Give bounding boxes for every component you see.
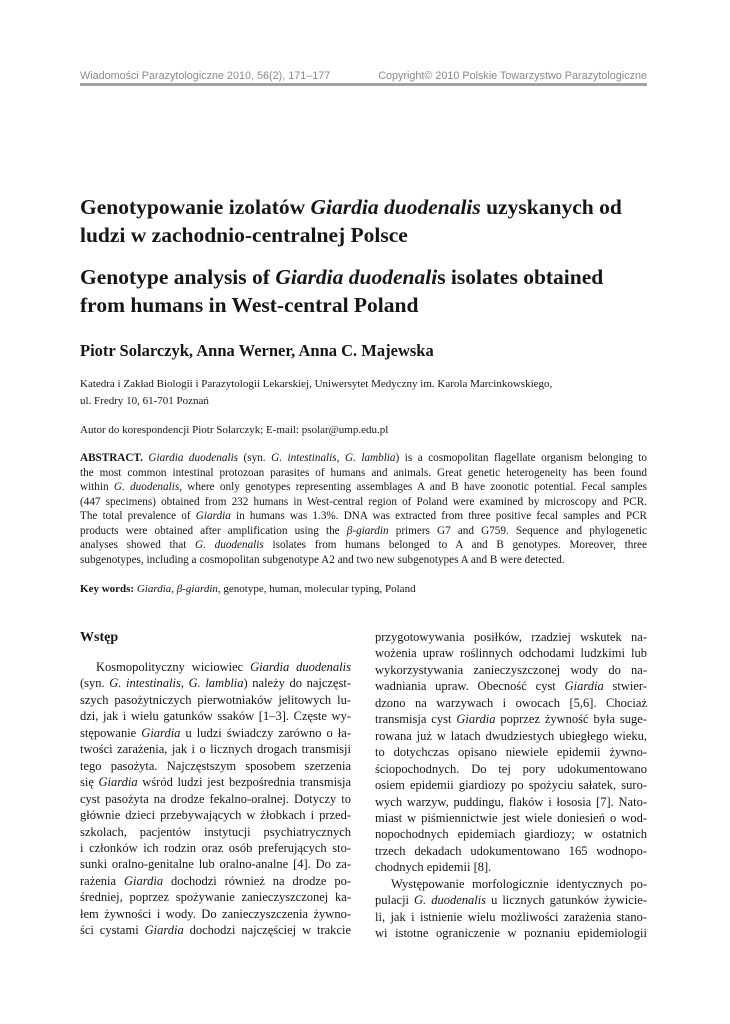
- body-line: [375, 744, 647, 760]
- italic-term: G. duodenalis: [195, 539, 264, 552]
- text-run: głównie dzieci przebywających w żłobkach i przed-: [80, 808, 351, 823]
- italic-term: Giardia duodenali: [275, 265, 438, 289]
- text-run: li, jak i istnienie wielu możliwości zarażenia stano-: [375, 909, 647, 924]
- text-run: to dotychczas opisano niewiele epidemii żywno-: [375, 745, 647, 760]
- italic-term: Giardia: [144, 923, 184, 938]
- text-run: trzech dekadach udokumentowano 165 wodnopo-: [375, 843, 647, 858]
- body-line: [80, 692, 351, 708]
- body-line: [80, 922, 351, 938]
- body-line: [375, 711, 647, 727]
- title-english: [80, 264, 647, 319]
- text-run: stępowanie: [80, 725, 142, 740]
- title-polish: [80, 193, 647, 249]
- running-header: [80, 68, 647, 84]
- body-line: [80, 824, 351, 840]
- text-run: ul. Fredry 10, 61-701 Poznań: [80, 395, 209, 407]
- text-run: the most common intestinal protozoan parasites of humans and animals. Great genetic heterogeneity has been found: [80, 466, 647, 479]
- italic-term: G. lamblia: [344, 452, 396, 464]
- text-run: within: [80, 481, 114, 494]
- text-run: dochodzi również na drodze po-: [163, 873, 351, 888]
- body-line: [375, 678, 647, 694]
- body-line: [375, 629, 647, 645]
- body-line: [80, 840, 351, 856]
- italic-term: G. duodenalis: [113, 481, 180, 494]
- text-run: szkolach, pacjentów instytucji psychiatrycznych: [80, 824, 351, 839]
- text-run: ści cystami: [80, 923, 145, 938]
- body-line: [80, 873, 351, 889]
- text-run: isolates from humans belonged to A and B genotypes. Moreover, three: [263, 539, 647, 552]
- bold-label: Key words:: [80, 583, 135, 595]
- text-run: Występowanie morfologicznie identycznych po-: [391, 876, 647, 891]
- text-run: miast w piśmiennictwie jest wiele doniesień o wod-: [375, 810, 647, 825]
- text-run: ściopochodnych. Do tej pory udokumentowano: [375, 761, 647, 776]
- body-line: [375, 810, 647, 826]
- body-line: [375, 777, 647, 793]
- body-line: [375, 761, 647, 777]
- body-line: [375, 876, 647, 892]
- keywords-line: [80, 581, 647, 597]
- body-line: [375, 645, 647, 661]
- italic-term: Giardia: [456, 712, 496, 727]
- text-run: ) należy do najczęst-: [243, 676, 351, 691]
- text-run: wykorzystywania zanieczyszczonej wody do na-: [375, 662, 647, 677]
- abstract-line: [80, 509, 647, 524]
- text-run: from humans in West-central Poland: [80, 292, 419, 317]
- text-run: dochodzi najczęściej w trakcie: [183, 923, 351, 938]
- affiliation-line: [80, 393, 647, 410]
- title-line: [80, 264, 647, 292]
- text-run: wi istotne ograniczenie w poznaniu epidemiologii: [375, 926, 647, 941]
- body-line: [375, 892, 647, 908]
- header-rule: [80, 83, 647, 86]
- text-run: , genotype, human, molecular typing, Poland: [217, 583, 416, 595]
- text-run: łem żywności i wody. Do zanieczyszczenia żywno-: [80, 906, 351, 921]
- title-line: [80, 221, 647, 249]
- body-line: [80, 889, 351, 905]
- text-run: dzi, jak i wielu gatunków ssaków [1–3]. Częste wy-: [80, 709, 351, 724]
- text-run: s isolates obtained: [437, 265, 604, 289]
- section-heading: Wstęp: [80, 630, 119, 645]
- italic-term: Giardia: [564, 679, 604, 694]
- italic-term: G. intestinalis: [109, 676, 181, 691]
- text-run: cyst pasożyta na drodze fekalno-oralnej. Dotyczy to: [80, 791, 351, 806]
- body-line: [375, 925, 647, 941]
- italic-term: Giardia: [141, 725, 181, 740]
- text-run: i członków ich rodzin oraz osób preferujących sto-: [80, 840, 351, 855]
- text-run: się: [80, 775, 99, 790]
- text-run: ludzi w zachodnio-centralnej Polsce: [80, 223, 408, 247]
- text-run: wadniania upraw. Obecność cyst: [375, 679, 565, 694]
- italic-term: β-giardin: [176, 583, 218, 595]
- italic-term: Giardia duodenalis: [310, 195, 481, 219]
- text-run: ,: [336, 452, 345, 464]
- italic-term: Giardia: [98, 775, 138, 790]
- body-line: [80, 774, 351, 790]
- body-line: [80, 856, 351, 872]
- text-run: wśród ludzi jest bezpośrednia transmisja: [137, 775, 351, 790]
- text-run: twości zarażenia, jak i o licznych drogach transmisji: [80, 742, 351, 757]
- body-line: [375, 695, 647, 711]
- text-run: osiem epidemii giardiozy po spożyciu sałatek, suro-: [375, 778, 647, 793]
- italic-term: Giardia: [195, 510, 231, 523]
- text-run: in humans was 1.3%. DNA was extracted from three positive fecal samples and PCR: [230, 510, 647, 523]
- affiliation: [80, 376, 647, 410]
- italic-term: β-giardin: [346, 524, 389, 537]
- bold-label: ABSTRACT.: [80, 452, 143, 464]
- title-line: [80, 292, 647, 320]
- body-line: [375, 728, 647, 744]
- abstract: [80, 451, 647, 568]
- italic-term: Giardia: [136, 583, 172, 595]
- text-run: subgenotypes, including a cosmopolitan subgenotype A2 and two new subgenotypes A and B were detected.: [80, 553, 565, 566]
- abstract-line: [80, 495, 647, 510]
- body-line: [80, 906, 351, 922]
- paragraph: [375, 876, 647, 942]
- text-run: tego pasożyta. Najczęstszym sposobem szerzenia: [80, 758, 351, 773]
- authors: Piotr Solarczyk, Anna Werner, Anna C. Majewska: [80, 341, 434, 360]
- copyright-notice: Copyright© 2010 Polskie Towarzystwo Parazytologiczne: [378, 70, 647, 82]
- italic-term: Giardia: [123, 873, 164, 888]
- text-run: wych warzyw, puddingu, flaków i łososia [7]. Nato-: [375, 794, 647, 809]
- abstract-line: [80, 553, 647, 568]
- text-run: średniej, poprzez spożywanie zanieczyszczonej ka-: [80, 890, 351, 905]
- body-line: [80, 791, 351, 807]
- text-run: transmisja cyst: [375, 712, 457, 727]
- text-run: nopochodnych epidemiach giardiozy; w ostatnich: [375, 827, 647, 842]
- body-line: [375, 909, 647, 925]
- text-run: Kosmopolityczny wiciowiec: [96, 660, 251, 674]
- body-line: [375, 843, 647, 859]
- text-run: stwier-: [603, 679, 647, 694]
- abstract-line: [80, 524, 647, 539]
- text-run: szych pasożytniczych pierwotniaków jelitowych lu-: [80, 692, 351, 707]
- abstract-line: [80, 466, 647, 481]
- italic-term: G. duodenalis: [414, 893, 487, 908]
- text-run: poprzez żywność była suge-: [495, 712, 647, 727]
- text-run: , where only genotypes representing assemblages A and B have zoonotic potential. Fecal samples: [179, 481, 648, 494]
- italic-term: G. intestinalis: [271, 452, 337, 464]
- italic-term: Giardia duodenalis: [250, 660, 351, 674]
- text-run: Katedra i Zakład Biologii i Parazytologii Lekarskiej, Uniwersytet Medyczny im. Karola Marcinkowskiego,: [80, 378, 553, 390]
- abstract-line: [80, 451, 647, 466]
- body-line: [375, 826, 647, 842]
- text-run: wożenia upraw roślinnych odchodami ludzkimi lub: [375, 646, 647, 661]
- correspondence: Autor do korespondencji Piotr Solarczyk; E-mail: psolar@ump.edu.pl: [80, 424, 389, 436]
- body-line: [375, 794, 647, 810]
- text-run: ,: [171, 583, 177, 595]
- body-line: [80, 807, 351, 823]
- body-line: [80, 725, 351, 741]
- italic-term: G. lamblia: [188, 676, 244, 691]
- text-run: u ludzi świadczy zarówno o ła-: [180, 725, 351, 740]
- text-run: uzyskanych od: [480, 195, 622, 219]
- text-run: The total prevalence of: [80, 510, 196, 523]
- paragraph: [375, 629, 647, 876]
- body-line: [375, 859, 647, 875]
- body-line: [80, 758, 351, 774]
- body-line: [80, 708, 351, 724]
- text-run: Genotypowanie izolatów: [80, 195, 311, 219]
- affiliation-line: [80, 376, 647, 393]
- title-line: [80, 193, 647, 221]
- body-line: [375, 662, 647, 678]
- text-run: ,: [180, 676, 189, 691]
- text-run: (syn.: [238, 452, 272, 464]
- text-run: analyses showed that: [80, 539, 196, 552]
- text-run: (447 specimens) obtained from 232 humans in West-central region of Poland were examined by microscopy and PCR.: [80, 495, 647, 508]
- text-run: sunki oralno-genitalne lub oralno-analne [4]. Do za-: [80, 857, 351, 872]
- italic-term: Giardia duodenalis: [148, 452, 239, 464]
- text-run: products were obtained after amplification using the: [80, 524, 347, 537]
- body-line: [80, 741, 351, 757]
- text-run: rowana już w latach dwudziestych ubiegłego wieku,: [375, 728, 647, 743]
- abstract-line: [80, 538, 647, 553]
- paragraph: [80, 659, 351, 939]
- column-right: [375, 629, 647, 942]
- body-line: [80, 675, 351, 691]
- text-run: pulacji: [375, 893, 415, 908]
- text-run: przygotowywania posiłków, rzadziej wskutek na-: [375, 630, 647, 644]
- text-run: primers G7 and G759. Sequence and phylogenetic: [388, 524, 647, 537]
- text-run: ) is a cosmopolitan flagellate organism belonging to: [395, 452, 648, 464]
- journal-citation: Wiadomości Parazytologiczne 2010, 56(2), 171–177: [80, 70, 331, 82]
- text-run: rażenia: [80, 873, 124, 888]
- text-run: chodnych epidemii [8].: [375, 860, 492, 875]
- body-line: [80, 659, 351, 675]
- text-run: dzono na warzywach i owocach [5,6]. Chociaż: [375, 695, 647, 710]
- keywords: [80, 581, 647, 597]
- text-run: (syn.: [80, 676, 110, 691]
- column-left: [80, 629, 351, 939]
- abstract-line: [80, 480, 647, 495]
- text-run: Genotype analysis of: [80, 265, 276, 289]
- text-run: u licznych gatunków żywicie-: [486, 893, 648, 908]
